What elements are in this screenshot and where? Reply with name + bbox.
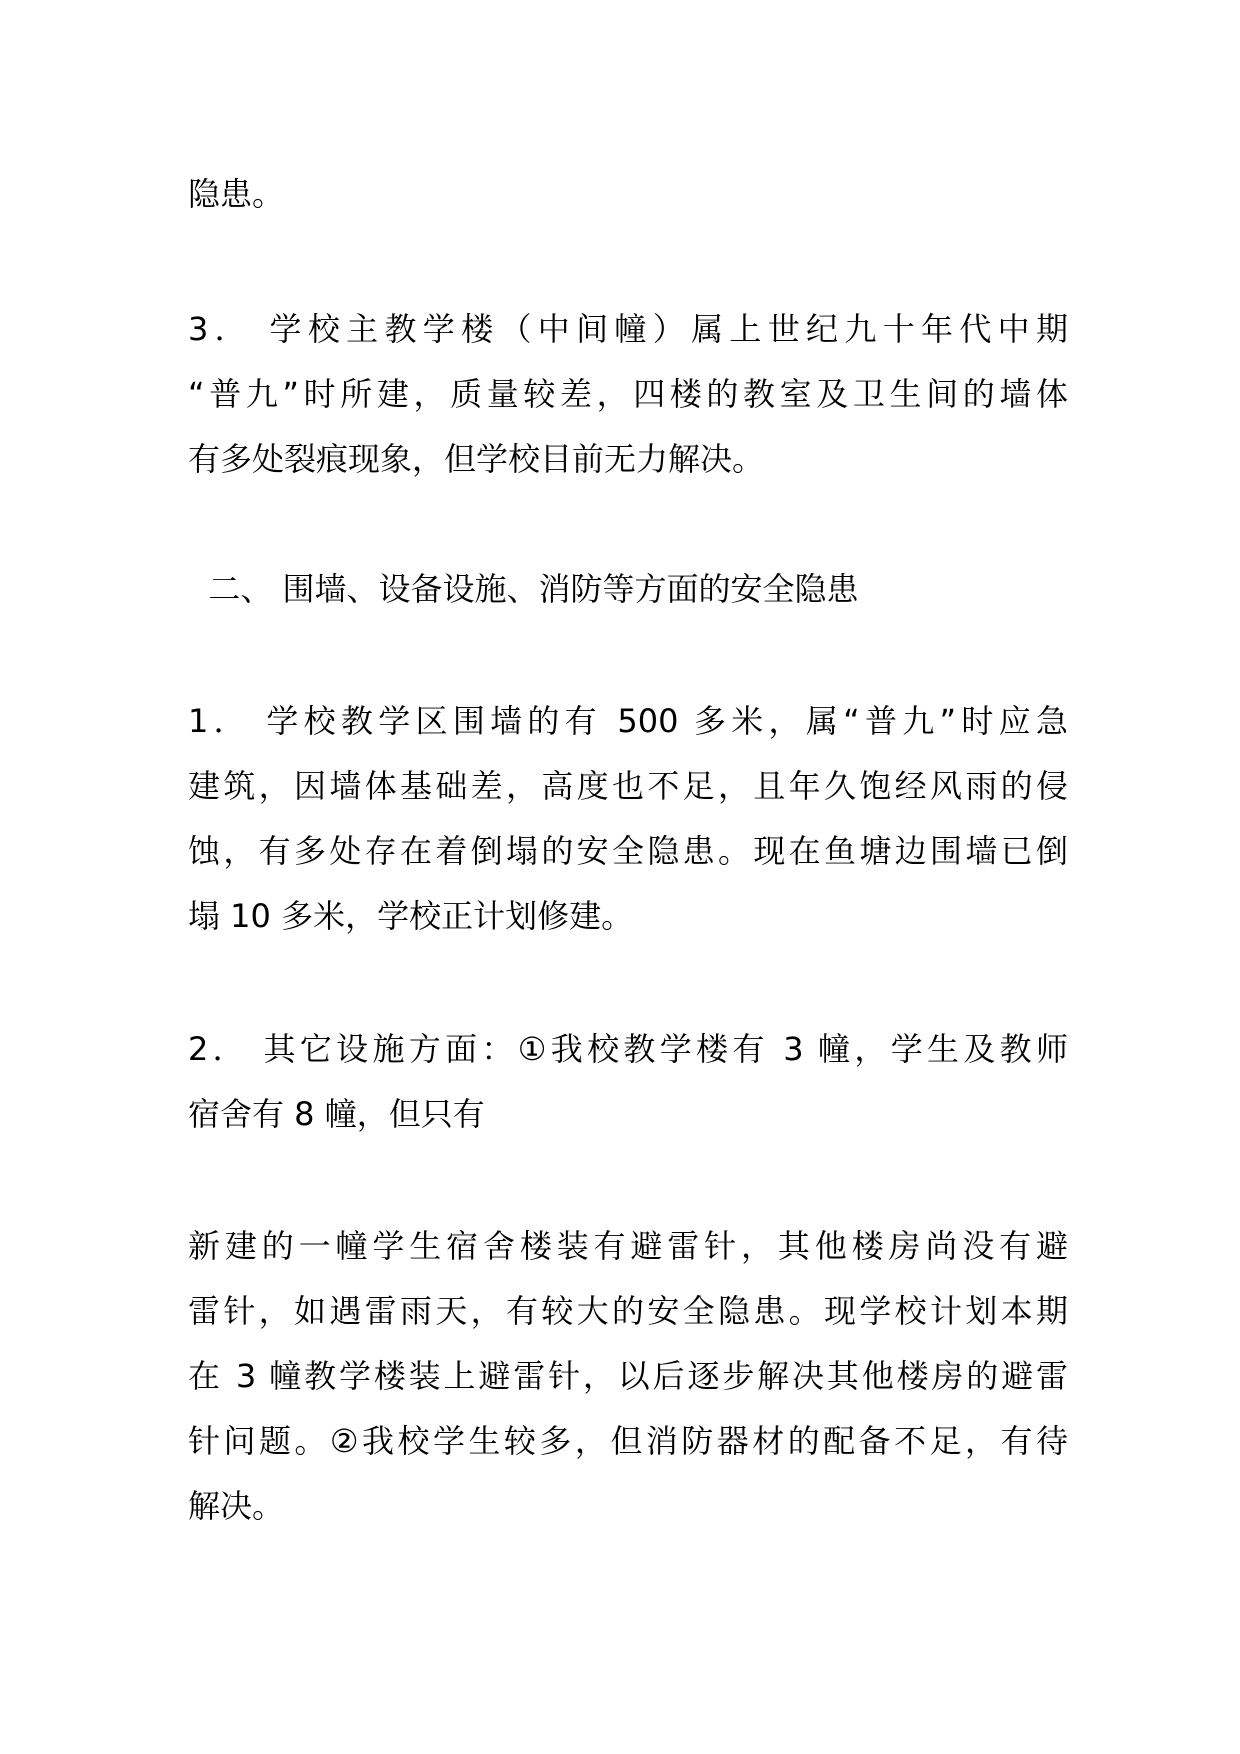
section-heading: 二、 围墙、设备设施、消防等方面的安全隐患 [188,570,859,608]
text-line: 有多处裂痕现象，但学校目前无力解决。 [188,440,765,478]
text-line: 1． 学校教学区围墙的有 500 多米，属“普九”时应急 [188,702,1068,740]
text-line: 2． 其它设施方面：①我校教学楼有 3 幢，学生及教师 [188,1030,1068,1068]
text-line: 在 3 幢教学楼装上避雷针，以后逐步解决其他楼房的避雷 [188,1357,1068,1395]
text-line: 3． 学校主教学楼（中间幢）属上世纪九十年代中期 [188,310,1068,348]
text-line: 宿舍有 8 幢，但只有 [188,1095,485,1133]
text-line: 建筑，因墙体基础差，高度也不足，且年久饱经风雨的侵 [188,767,1068,805]
text-line: 塌 10 多米，学校正计划修建。 [188,897,634,935]
text-line: 隐患。 [188,175,285,213]
text-line: 新建的一幢学生宿舍楼装有避雷针，其他楼房尚没有避 [188,1227,1068,1265]
text-line: “普九”时所建，质量较差，四楼的教室及卫生间的墙体 [188,375,1068,413]
text-line: 针问题。②我校学生较多，但消防器材的配备不足，有待 [188,1422,1068,1460]
text-line: 解决。 [188,1487,285,1525]
text-line: 雷针，如遇雷雨天，有较大的安全隐患。现学校计划本期 [188,1292,1068,1330]
text-line: 蚀，有多处存在着倒塌的安全隐患。现在鱼塘边围墙已倒 [188,832,1068,870]
